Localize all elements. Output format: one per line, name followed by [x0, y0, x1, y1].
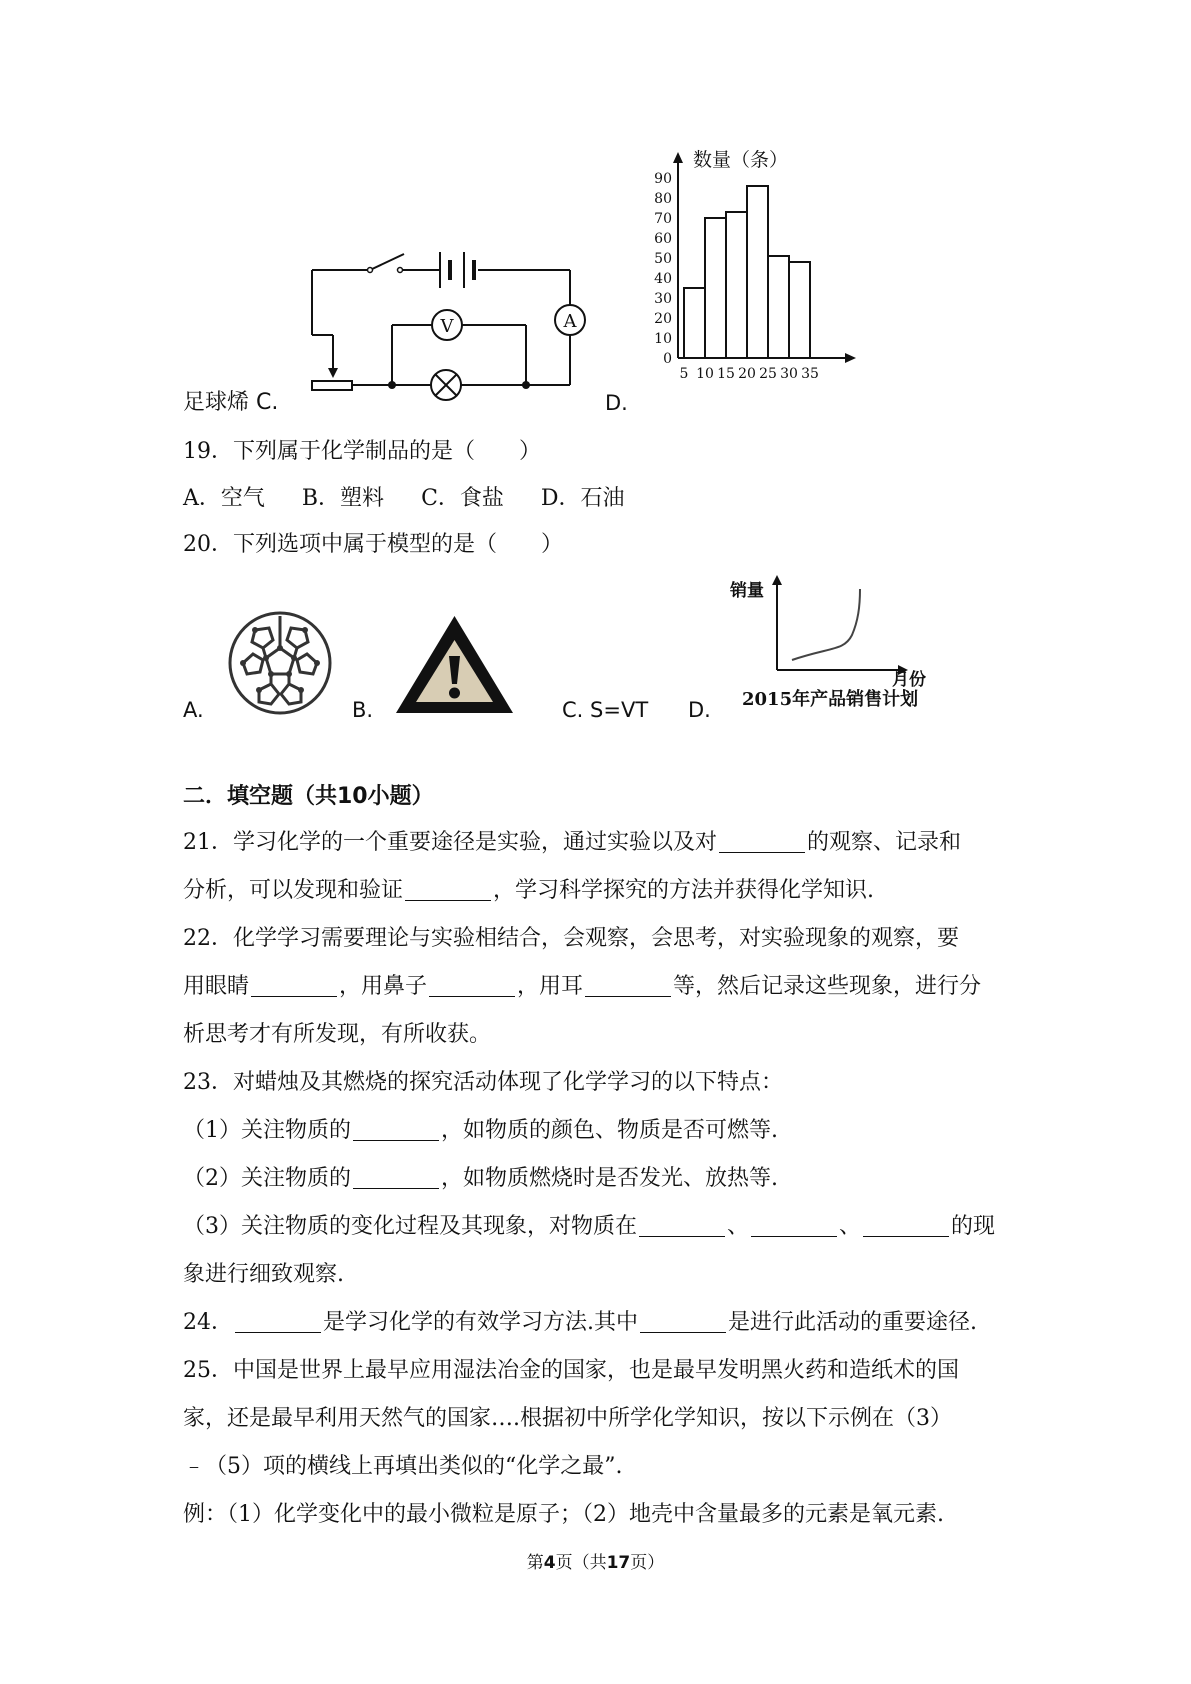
q23-part-3 — [183, 1212, 995, 1242]
footer-total-pages: 17 — [606, 1553, 631, 1573]
q22-blank-1[interactable] — [251, 974, 337, 997]
q24-number: 24． — [183, 1310, 233, 1335]
hist-x-arrow — [845, 353, 856, 363]
q24-blank-2[interactable] — [640, 1310, 726, 1333]
hist-bar — [747, 186, 768, 358]
sales-chart-xlabel: 月份 — [892, 670, 926, 690]
footer-post: 页） — [630, 1553, 665, 1573]
hist-bar — [789, 262, 810, 358]
q20-option-b-label: B. — [352, 698, 374, 722]
q21-blank-2[interactable] — [405, 878, 491, 901]
hist-title: 数量（条） — [693, 149, 789, 171]
q24-text-a: 是学习化学的有效学习方法.其中 — [323, 1310, 638, 1335]
ammeter-symbol: A — [563, 311, 577, 332]
q19-option-a: A．空气 — [183, 486, 265, 511]
q22-line-2 — [183, 972, 981, 1002]
q23-part-1 — [183, 1116, 778, 1146]
q22-line-1: 22．化学学习需要理论与实验相结合，会观察，会思考，对实验现象的观察，要 — [183, 926, 959, 951]
q18-option-d-label: D. — [605, 391, 628, 415]
q23-p2-text-a: （2）关注物质的 — [183, 1166, 351, 1191]
q18-option-c-prefix: 足球烯 — [183, 390, 250, 415]
sales-chart-caption: 2015年产品销售计划 — [742, 689, 919, 710]
hist-y-tick-label: 20 — [654, 311, 672, 327]
hist-bar — [705, 218, 726, 358]
q23-line-5: 象进行细致观察. — [183, 1262, 344, 1287]
q25-line-4: 例：（1）化学变化中的最小微粒是原子；（2）地壳中含量最多的元素是氧元素. — [183, 1502, 944, 1527]
hist-y-arrow — [673, 152, 683, 163]
q19-stem: 19．下列属于化学制品的是（ ） — [183, 439, 541, 464]
q23-part-2 — [183, 1164, 778, 1194]
q23-blank-5[interactable] — [863, 1214, 949, 1237]
q20-option-c-formula: S=VT — [590, 698, 649, 722]
q23-p1-text-b: ，如物质的颜色、物质是否可燃等. — [441, 1118, 778, 1143]
footer-pre: 第 — [526, 1553, 544, 1573]
section-heading: 二．填空题（共10小题） — [183, 784, 434, 809]
q21-text-a: 21．学习化学的一个重要途径是实验，通过实验以及对 — [183, 830, 717, 855]
q21-line-1 — [183, 828, 961, 858]
footer-mid: 页（共 — [555, 1553, 607, 1573]
footer-page-number: 4 — [543, 1553, 556, 1573]
q23-p2-text-b: ，如物质燃烧时是否发光、放热等. — [441, 1166, 778, 1191]
q20-option-a-label: A. — [183, 698, 204, 722]
voltmeter-symbol: V — [440, 316, 454, 337]
q22-blank-2[interactable] — [429, 974, 515, 997]
hist-x-tick-label: 20 — [738, 366, 756, 382]
q22-blank-3[interactable] — [585, 974, 671, 997]
q23-sep-2: 、 — [839, 1214, 862, 1239]
q23-line-1: 23．对蜡烛及其燃烧的探究活动体现了化学学习的以下特点： — [183, 1070, 783, 1095]
q25-line-1: 25．中国是世界上最早应用湿法冶金的国家，也是最早发明黑火药和造纸术的国 — [183, 1358, 959, 1383]
q21-line-2 — [183, 876, 874, 906]
circuit-diagram — [300, 240, 600, 400]
q20-option-d-label: D. — [688, 698, 711, 722]
q22-text-d: 等，然后记录这些现象，进行分 — [673, 974, 982, 999]
hist-x-tick-label: 25 — [759, 366, 777, 382]
q23-sep-1: 、 — [727, 1214, 750, 1239]
q24-blank-1[interactable] — [235, 1310, 321, 1333]
hist-y-tick-label: 40 — [654, 271, 672, 287]
q21-text-d: ，学习科学探究的方法并获得化学知识. — [493, 878, 875, 903]
hist-y-tick-label: 30 — [654, 291, 672, 307]
hist-y-tick-label: 50 — [654, 251, 672, 267]
q24-line — [183, 1308, 977, 1338]
q20-option-c — [562, 697, 648, 723]
fullerene-molecule-image — [225, 608, 335, 718]
q21-text-c: 分析，可以发现和验证 — [183, 878, 404, 903]
q23-blank-1[interactable] — [353, 1118, 439, 1141]
hist-bar — [768, 256, 789, 358]
q23-blank-3[interactable] — [639, 1214, 725, 1237]
hist-bar — [684, 288, 705, 358]
histogram-chart — [640, 150, 890, 410]
q25-line-3: ﹣（5）项的横线上再填出类似的“化学之最”. — [183, 1454, 623, 1479]
q23-blank-2[interactable] — [353, 1166, 439, 1189]
hist-y-tick-label: 70 — [654, 211, 672, 227]
q20-option-c-label: C. — [562, 698, 584, 722]
q23-p1-text-a: （1）关注物质的 — [183, 1118, 351, 1143]
hist-x-tick-label: 15 — [717, 366, 735, 382]
q19-options — [183, 484, 625, 514]
hist-x-tick-label: 30 — [780, 366, 798, 382]
q22-text-b: ，用鼻子 — [339, 974, 428, 999]
hist-y-tick-label: 80 — [654, 191, 672, 207]
q24-text-b: 是进行此活动的重要途径. — [728, 1310, 977, 1335]
hist-y-tick-label: 60 — [654, 231, 672, 247]
q20-stem: 20．下列选项中属于模型的是（ ） — [183, 532, 563, 557]
hist-bar — [726, 212, 747, 358]
q23-p3-text-b: 的现 — [951, 1214, 996, 1239]
q23-p3-text-a: （3）关注物质的变化过程及其现象，对物质在 — [183, 1214, 637, 1239]
q19-option-d: D．石油 — [540, 486, 625, 511]
sales-chart-ylabel: 销量 — [730, 581, 764, 601]
q19-option-c: C．食盐 — [421, 486, 504, 511]
q19-option-b: B．塑料 — [301, 486, 385, 511]
hist-y-tick-label: 10 — [654, 331, 672, 347]
q22-line-3: 析思考才有所发现，有所收获。 — [183, 1022, 492, 1047]
sales-plan-chart — [730, 575, 940, 715]
hist-x-tick-label: 10 — [696, 366, 714, 382]
warning-sign-icon — [392, 612, 517, 717]
q21-blank-1[interactable] — [719, 830, 805, 853]
q25-line-2: 家，还是最早利用天然气的国家….根据初中所学化学知识，按以下示例在（3） — [183, 1406, 952, 1431]
q21-text-b: 的观察、记录和 — [807, 830, 962, 855]
q18-option-c-label: C. — [256, 390, 279, 415]
q18-option-c-row — [183, 388, 278, 418]
page-footer — [0, 1548, 1191, 1573]
q23-blank-4[interactable] — [751, 1214, 837, 1237]
hist-x-tick-label: 5 — [679, 366, 689, 382]
hist-y-tick-label: 0 — [663, 351, 672, 367]
hist-y-tick-label: 90 — [654, 171, 672, 187]
q22-text-c: ，用耳 — [517, 974, 584, 999]
hist-x-tick-label: 35 — [801, 366, 819, 382]
q22-text-a: 用眼睛 — [183, 974, 250, 999]
